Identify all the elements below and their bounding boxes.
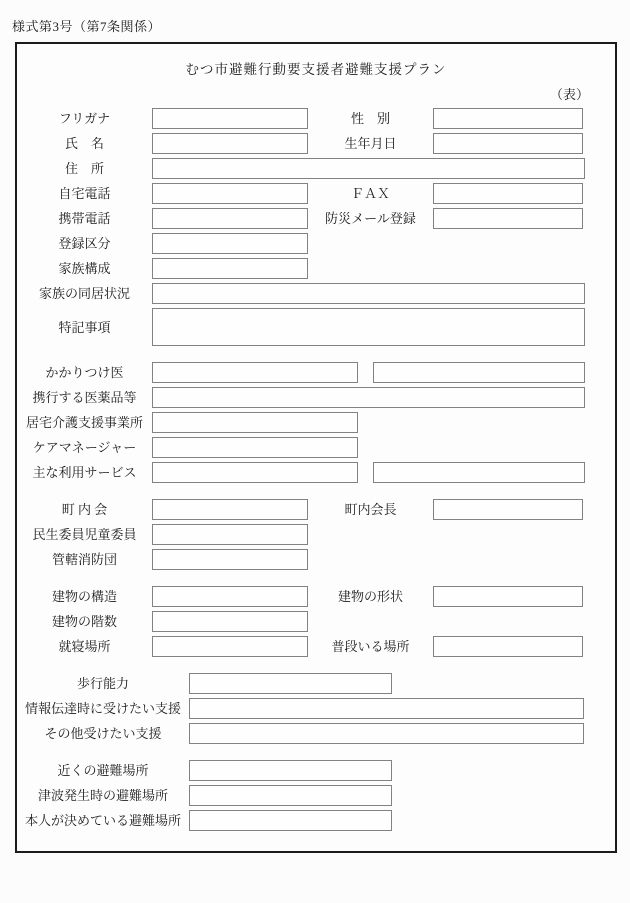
personal-site-label: 本人が決めている避難場所	[24, 813, 181, 828]
row-walking-ability	[17, 673, 615, 694]
address-field[interactable]	[152, 158, 585, 179]
nearby-site-field[interactable]	[189, 760, 392, 781]
row-other-support	[17, 723, 615, 744]
fire-brigade-field[interactable]	[152, 549, 308, 570]
building-floors-field[interactable]	[152, 611, 308, 632]
birthdate-label: 生年月日	[344, 136, 397, 151]
sleeping-place-label: 就寝場所	[58, 639, 111, 654]
section-gap	[17, 748, 615, 760]
usual-place-label: 普段いる場所	[331, 639, 410, 654]
row-name-birthdate	[17, 133, 615, 154]
personal-site-field[interactable]	[189, 810, 392, 831]
building-shape-label: 建物の形状	[337, 589, 403, 604]
name-label: 氏 名	[64, 136, 104, 151]
main-services-field-1[interactable]	[152, 462, 358, 483]
welfare-commissioner-label: 民生委員児童委員	[32, 527, 137, 542]
section-medical	[17, 362, 615, 483]
sex-label: 性 別	[350, 111, 390, 126]
address-label: 住 所	[64, 161, 104, 176]
building-structure-label: 建物の構造	[51, 589, 117, 604]
neighborhood-assoc-field[interactable]	[152, 499, 308, 520]
row-structure-shape	[17, 586, 615, 607]
medications-field[interactable]	[152, 387, 585, 408]
row-address	[17, 158, 615, 179]
row-registration-type	[17, 233, 615, 254]
care-manager-label: ケアマネージャー	[32, 440, 137, 455]
disaster-mail-field[interactable]	[433, 208, 583, 229]
family-living-status-label: 家族の同居状況	[38, 286, 130, 301]
row-furigana-sex	[17, 108, 615, 129]
nearby-site-label: 近くの避難場所	[57, 763, 149, 778]
section-community	[17, 499, 615, 570]
row-neighborhood	[17, 499, 615, 520]
name-field[interactable]	[152, 133, 308, 154]
main-services-label: 主な利用サービス	[32, 465, 137, 480]
row-info-support	[17, 698, 615, 719]
row-fire-brigade	[17, 549, 615, 570]
main-services-field-2[interactable]	[373, 462, 585, 483]
section-support	[17, 673, 615, 744]
section-evacuation	[17, 760, 615, 831]
building-floors-label: 建物の階数	[51, 614, 117, 629]
section-gap	[17, 487, 615, 499]
row-personal-site	[17, 810, 615, 831]
home-phone-label: 自宅電話	[58, 186, 111, 201]
neighborhood-chief-label: 町内会長	[344, 502, 397, 517]
family-living-status-field[interactable]	[152, 283, 585, 304]
special-notes-field[interactable]	[152, 308, 585, 346]
form-number-label: 様式第3号（第7条関係）	[12, 19, 162, 34]
tsunami-site-field[interactable]	[189, 785, 392, 806]
row-sleeping-usual	[17, 636, 615, 657]
row-family-doctor	[17, 362, 615, 383]
section-gap	[17, 661, 615, 673]
row-home-care-office	[17, 412, 615, 433]
row-welfare-commissioner	[17, 524, 615, 545]
family-doctor-field-1[interactable]	[152, 362, 358, 383]
family-composition-field[interactable]	[152, 258, 308, 279]
front-side-label: （表）	[549, 87, 589, 102]
row-care-manager	[17, 437, 615, 458]
walking-ability-field[interactable]	[189, 673, 392, 694]
birthdate-field[interactable]	[433, 133, 583, 154]
fax-field[interactable]	[433, 183, 583, 204]
form-frame	[15, 42, 617, 853]
home-care-office-label: 居宅介護支援事業所	[25, 415, 143, 430]
special-notes-label: 特記事項	[58, 319, 111, 335]
row-tsunami-site	[17, 785, 615, 806]
neighborhood-chief-field[interactable]	[433, 499, 583, 520]
section-building	[17, 586, 615, 657]
building-structure-field[interactable]	[152, 586, 308, 607]
home-care-office-field[interactable]	[152, 412, 358, 433]
care-manager-field[interactable]	[152, 437, 358, 458]
section-personal	[17, 108, 615, 346]
other-support-label: その他受けたい支援	[44, 726, 162, 741]
form-title: むつ市避難行動要支援者避難支援プラン	[185, 62, 447, 77]
row-family-living-status	[17, 283, 615, 304]
row-family-composition	[17, 258, 615, 279]
family-composition-label: 家族構成	[58, 261, 111, 276]
welfare-commissioner-field[interactable]	[152, 524, 308, 545]
sex-field[interactable]	[433, 108, 583, 129]
usual-place-field[interactable]	[433, 636, 583, 657]
registration-type-field[interactable]	[152, 233, 308, 254]
neighborhood-assoc-label: 町 内 会	[61, 502, 108, 517]
row-homephone-fax	[17, 183, 615, 204]
furigana-field[interactable]	[152, 108, 308, 129]
home-phone-field[interactable]	[152, 183, 308, 204]
row-floors	[17, 611, 615, 632]
medications-label: 携行する医薬品等	[32, 390, 137, 405]
row-special-notes	[17, 308, 615, 346]
row-mobile-disastermail	[17, 208, 615, 229]
building-shape-field[interactable]	[433, 586, 583, 607]
row-main-services	[17, 462, 615, 483]
walking-ability-label: 歩行能力	[76, 676, 129, 691]
section-gap	[17, 574, 615, 586]
info-support-label: 情報伝達時に受けたい支援	[24, 701, 181, 716]
family-doctor-label: かかりつけ医	[45, 365, 124, 380]
row-medications	[17, 387, 615, 408]
section-gap	[17, 350, 615, 362]
sleeping-place-field[interactable]	[152, 636, 308, 657]
fire-brigade-label: 管轄消防団	[51, 552, 117, 567]
mobile-phone-field[interactable]	[152, 208, 308, 229]
other-support-field[interactable]	[189, 723, 584, 744]
info-support-field[interactable]	[189, 698, 584, 719]
furigana-label: フリガナ	[58, 111, 111, 126]
row-nearby-site	[17, 760, 615, 781]
mobile-phone-label: 携帯電話	[58, 211, 111, 226]
family-doctor-field-2[interactable]	[373, 362, 585, 383]
registration-type-label: 登録区分	[58, 236, 111, 251]
fax-label: ＦＡＸ	[350, 186, 390, 201]
tsunami-site-label: 津波発生時の避難場所	[37, 788, 168, 803]
disaster-mail-label: 防災メール登録	[325, 211, 416, 226]
